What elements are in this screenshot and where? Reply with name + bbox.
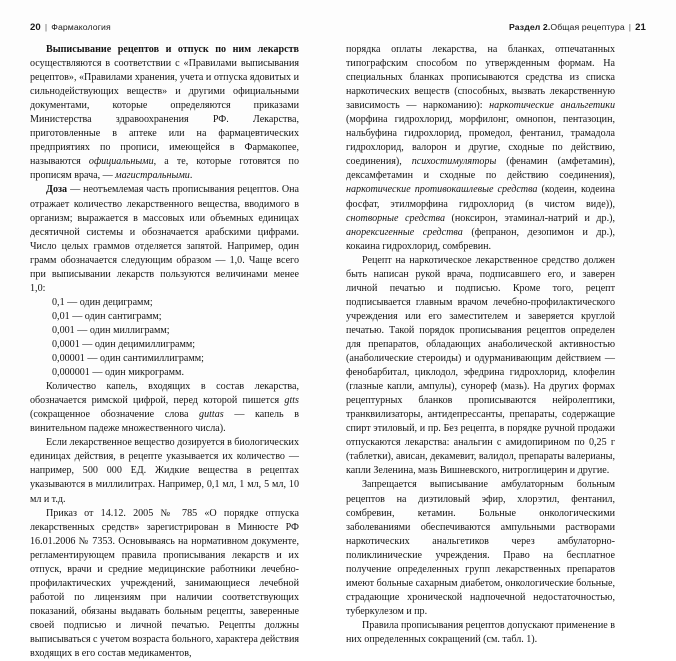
paragraph-abbreviations: Правила прописывания рецептов допускают применение в них определенных сокращений (см. табл. 1). [346,619,615,645]
paragraph-narcotic-lists [346,43,615,254]
runin-heading-dose: Доза [46,184,68,196]
term-narcotic-analgesics: наркотические анальгетики [489,100,615,112]
paragraph-text-c: . [189,170,193,182]
paragraph-narcotic-a: порядка оплаты лекарства, на бланках, отпечатанных типографским способом по утвержденным формам. На специальных бланках прописываются средства из списка наркотических веществ (способных, вызвать лекарственную зависимость — наркоманию): [346,44,615,112]
page-number-left: 20 [30,22,41,33]
term-guttas: guttas [199,409,224,421]
term-official: официальными [88,156,154,168]
paragraph-narcotic-b: (морфина гидрохлорид, морфилонг, омнопон, пентазоцин, нальбуфина гидрохлорид, промедол, фентанил, трамадола гидрохлорид, валорон и другие, сходные по действию, соединения), [346,114,615,168]
list-item: 0,1 — один дециграмм; [52,296,153,308]
list-item: 0,01 — один сантиграмм; [52,310,162,322]
header-separator-left: | [44,22,48,32]
list-item: 0,001 — один миллиграмм; [52,324,170,336]
paragraph-prohibited-outpatient: Запрещается выписывание амбулаторным больным рецептов на диэтиловый эфир, хлорэтил, фентанил, сомбревин, кетамин. Больные онкологическими заболеваниями обеспечиваются ампульными растворами наркотических анальгетиков через амбулаторно-поликлинические учреждения. Право на бесплатное получение определенных групп лекарственных препаратов имеют больные сахарным диабетом, онкологические больные, страдающие хронической надпочечной недостаточностью, туберкулезом и пр. [346,479,615,617]
term-anorexigenics: анорексигенные средства [346,226,463,238]
paragraph-dose-text: — неотъемлемая часть прописывания рецептов. Она отражает количество лекарственного вещества, вводимого в организм; выражается в массовых или объемных единицах десятичной системы и обозначается арабскими цифрами. Число целых граммов отделяется запятой. Например, один грамм обозначается следующим образом — 1,0. Чаще всего при выписывании лекарств пользуются величинами менее 1,0: [30,184,299,294]
list-item: 0,000001 — один микрограмм. [52,367,184,379]
paragraph-narcotic-f: (фепранон, дезопимон и др.), кокаина гидрохлорид, сомбревин. [346,226,615,252]
paragraph-narcotic-c: (фенамин (амфетамин), дексамфетамин и сходные по действию соединения), [346,156,615,182]
section-number: Раздел 2. [508,22,551,32]
paragraph-narcotic-e: (ноксирон, этаминал-натрий и др.), [445,212,615,224]
paragraph-drops [30,380,299,436]
term-magistral: магистральными [115,170,190,182]
dose-list [30,296,299,380]
paragraph-dose [30,183,299,295]
term-antitussives: наркотические противокашлевые средства [346,184,538,196]
paragraph-drops-c: — капель в винительном падеже множественного числа). [30,409,299,435]
running-head-left [30,22,111,33]
paragraph-text-a: осуществляются в соответствии с «Правилами выписывания рецептов», «Правилами хранения, учета и отпуска ядовитых и сильнодействующих веществ» и другими официальными документами, которые определяются приказами Министерства здравоохранения РФ. Лекарства, приготовленные в аптеке или на фармацевтических предприятиях по прописи, имеющейся в Фармакопее, называются [30,58,299,168]
right-column [346,43,615,647]
running-heads [30,22,646,36]
running-head-right [509,22,646,33]
term-hypnotics: снотворные средства [346,212,446,224]
paragraph-drops-b: (сокращенное обозначение слова [30,409,200,421]
runin-heading-prescribing: Выписывание рецептов и отпуск по ним лекарств [46,44,299,55]
list-item: 0,00001 — один сантимиллиграмм; [52,353,204,365]
paragraph-narcotic-prescription-rules: Рецепт на наркотическое лекарственное средство должен быть написан рукой врача, подписавшего его, и заверен личной печатью и подписью. Кроме того, рецепт подписывается главным врачом лечебно-профилактического учреждения или его заместителем и заверяется круглой печатью. Такой порядок прописывания рецептов определен для препаратов, обладающих анаболической активностью (анаболические стероиды) и одурманивающим действием — фенобарбитал, циклодол, эфедрина гидрохлорид, клофелин (глазные капли, ампулы), сунореф (мазь). На других формах рецептурных бланков прописываются нейролептики, транквилизаторы, антидепрессанты, препараты, содержащие спирт этиловый, и пр. Без рецепта, в порядке ручной продажи отпускаются лекарства: анальгин с амидопирином по 0,25 г (таблетки), ависан, декамевит, валидол, препараты валерианы, капли Зеленина, мазь Вишневского, нитроглицерин и другие. [346,254,615,477]
book-title: Фармакология [51,22,111,32]
paragraph-drops-a: Количество капель, входящих в состав лекарства, обозначается римской цифрой, перед которой пишется [30,381,299,407]
paragraph-prescribing-rules [30,43,299,183]
term-psychostimulants: психостимуляторы [411,156,497,168]
section-title: Общая рецептура [550,22,625,32]
paragraph-order-785: Приказ от 14.12. 2005 № 785 «О порядке отпуска лекарственных средств» зарегистрирован в Минюсте РФ 16.01.2006 № 7353. Основываясь на нормативном документе, регламентирующем правила прописывания лекарств и их отпуск, врачи и средние медицинские работники лечебно-профилактических учреждений, занимающиеся лечебной работой по лицензиям при наличии соответствующих показаний, обязаны выдавать больным рецепты, заверенные своей подписью и личной печатью. Рецепты должны выписываться с учетом возраста больного, характера действия входящих в его состав медикаментов, [30,507,299,660]
page-number-right: 21 [635,22,646,33]
paragraph-text-b: , а те, которые готовятся по прописям врача, — [30,156,299,182]
paragraph-narcotic-d: (кодеин, кодеина фосфат, этилморфина гидрохлорид (в чистом виде)), [346,184,615,210]
list-item: 0,0001 — один децимиллиграмм; [52,338,196,350]
term-gtts: gtts [284,395,299,407]
left-column [30,43,299,661]
header-separator-right: | [628,22,632,32]
body-columns [30,43,646,661]
paragraph-biological-units: Если лекарственное вещество дозируется в биологических единицах действия, в рецепте указывается их количество — например, 500 000 ЕД. Жидкие вещества в рецептах указываются в миллилитрах. Например, 0,1 мл, 1 мл, 5 мл, 10 мл и т.д. [30,437,299,505]
